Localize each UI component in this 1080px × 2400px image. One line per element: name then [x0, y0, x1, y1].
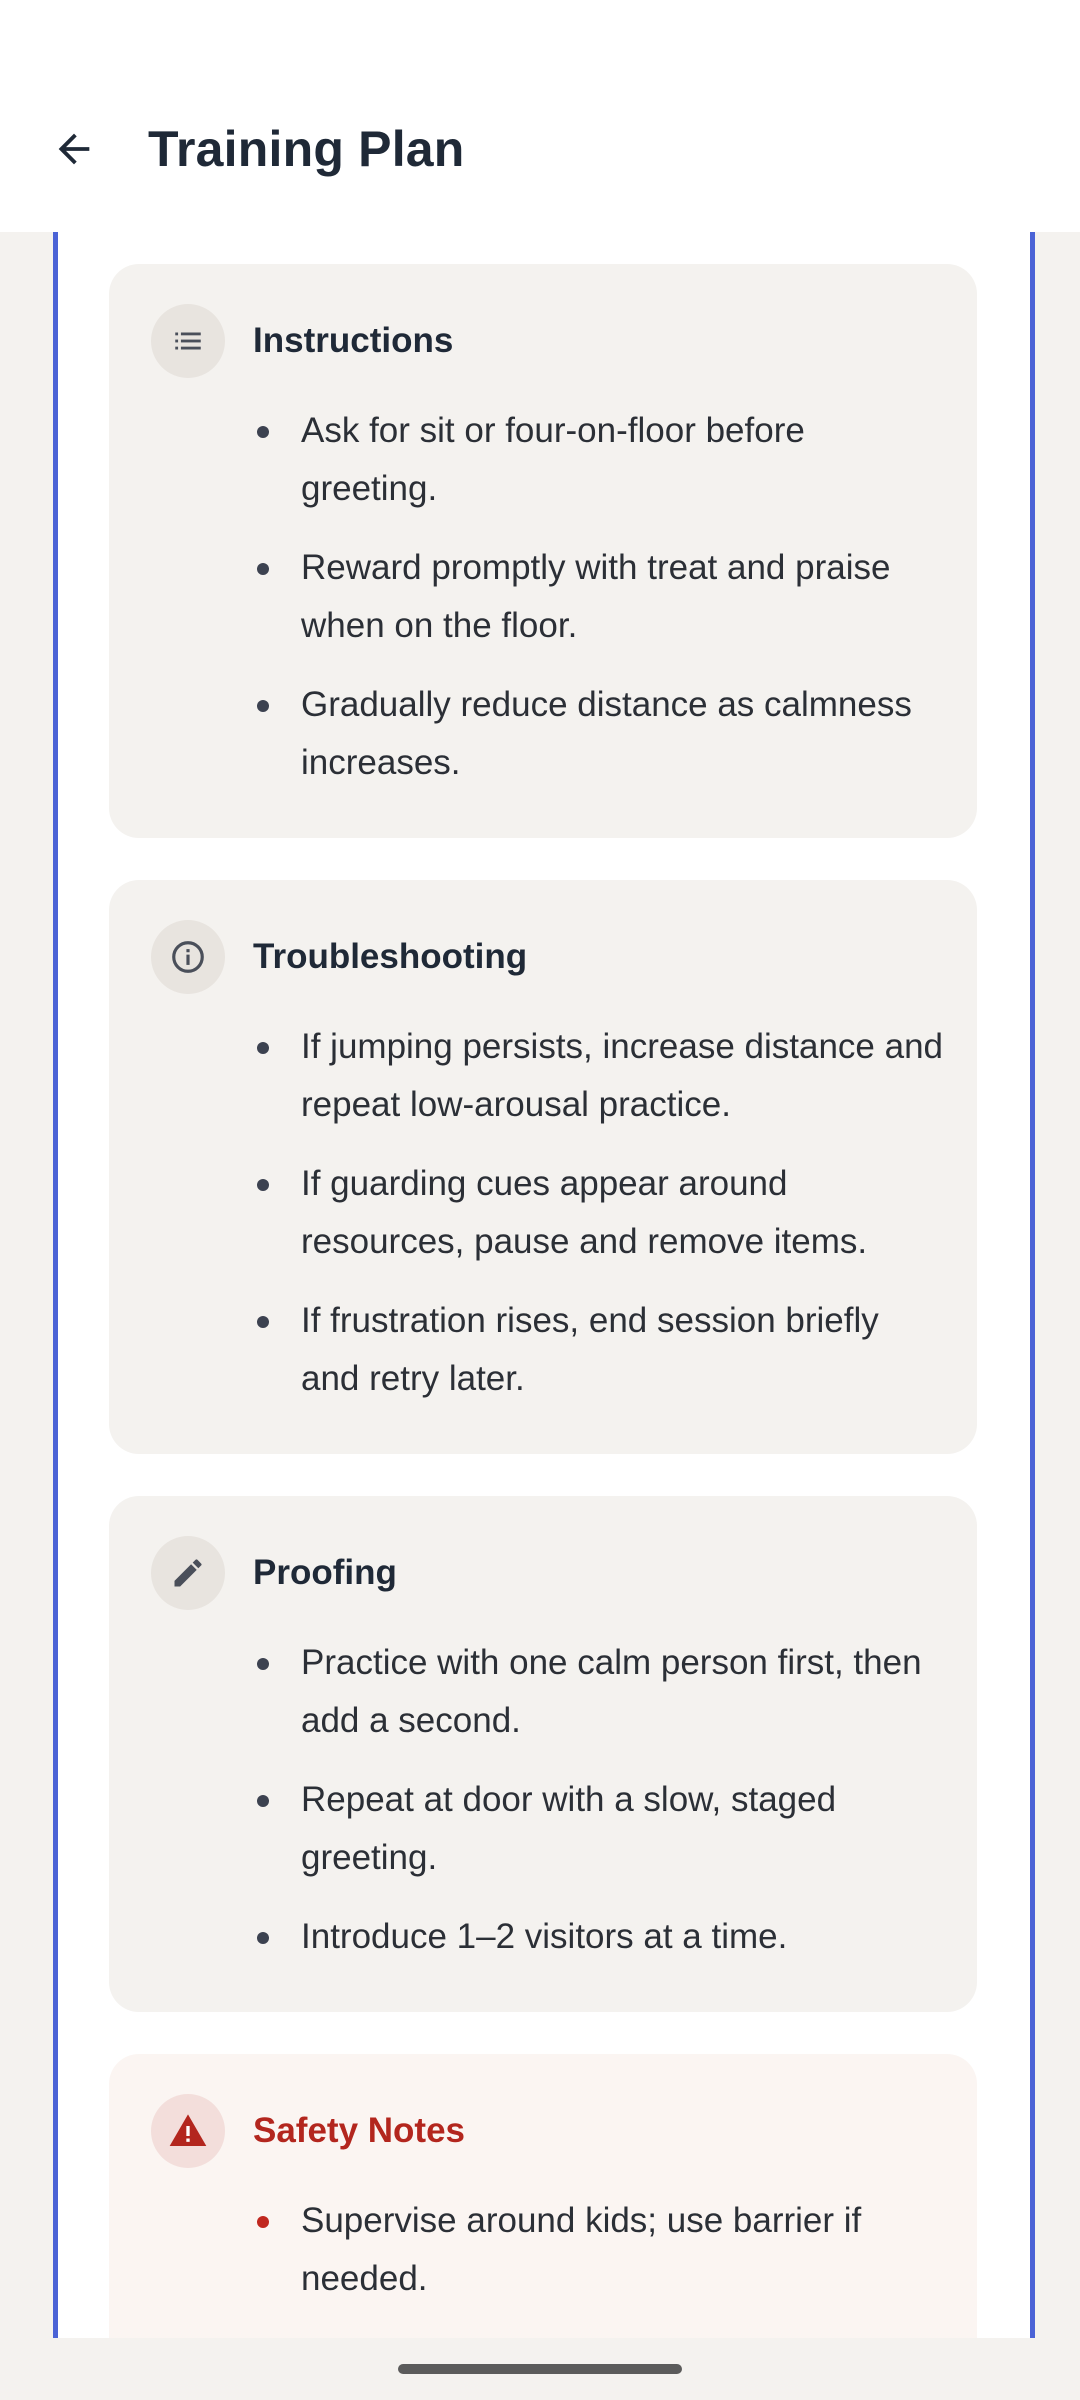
training-plan-content[interactable]: [53, 232, 1035, 2338]
list-icon: [151, 304, 225, 378]
troubleshooting-card: [109, 880, 977, 1454]
pencil-icon: [151, 1536, 225, 1610]
proofing-list: [253, 1634, 943, 1987]
arrow-back-icon: [51, 126, 97, 172]
back-button[interactable]: [38, 113, 110, 185]
list-item: If frustration rises, end session briefly and retry later.: [253, 1292, 943, 1408]
list-item: Supervise around kids; use barrier if needed.: [253, 2192, 943, 2308]
safety-notes-title: Safety Notes: [253, 2111, 466, 2150]
page-title: Training Plan: [148, 121, 465, 177]
instructions-list: [253, 402, 943, 813]
list-item: Reward promptly with treat and praise when on the floor.: [253, 539, 943, 655]
instructions-card: [109, 264, 977, 838]
list-item: Ask for sit or four-on-floor before greeting.: [253, 402, 943, 518]
gesture-nav-handle[interactable]: [398, 2364, 682, 2374]
proofing-title: Proofing: [253, 1553, 397, 1592]
list-item: Repeat at door with a slow, staged greeting.: [253, 1771, 943, 1887]
instructions-title: Instructions: [253, 321, 454, 360]
safety-notes-list: [253, 2192, 943, 2329]
troubleshooting-list: [253, 1018, 943, 1429]
safety-notes-card: [109, 2054, 977, 2338]
list-item: If jumping persists, increase distance and repeat low-arousal practice.: [253, 1018, 943, 1134]
troubleshooting-title: Troubleshooting: [253, 937, 528, 976]
list-item: Practice with one calm person first, then add a second.: [253, 1634, 943, 1750]
list-item: If guarding cues appear around resources, pause and remove items.: [253, 1155, 943, 1271]
app-bar: [0, 62, 1080, 232]
info-icon: [151, 920, 225, 994]
list-item: Introduce 1–2 visitors at a time.: [253, 1908, 943, 1966]
warning-icon: [151, 2094, 225, 2168]
list-item: Gradually reduce distance as calmness increases.: [253, 676, 943, 792]
status-bar: [0, 0, 1080, 62]
proofing-card: [109, 1496, 977, 2012]
